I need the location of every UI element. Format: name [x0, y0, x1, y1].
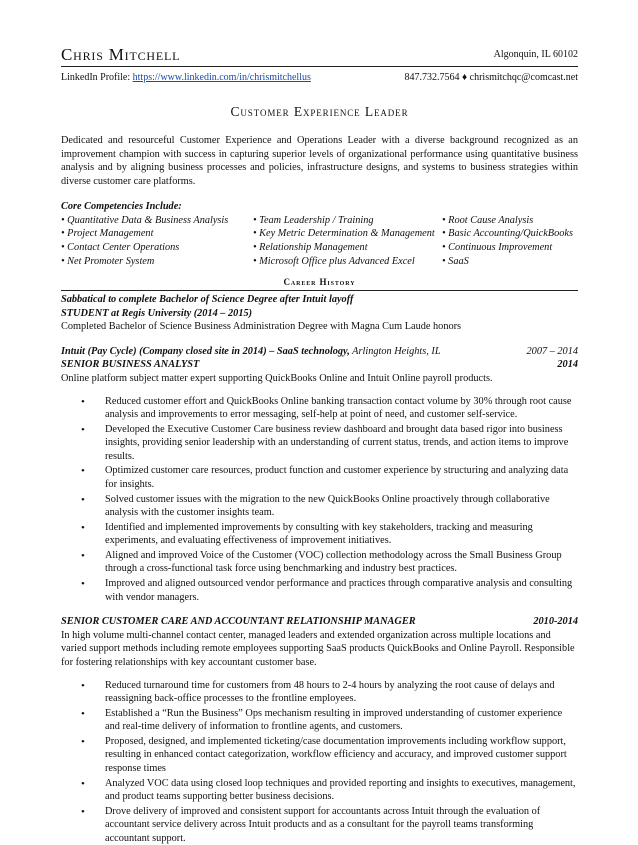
- contact-row: [61, 71, 578, 84]
- candidate-name: Chris Mitchell: [61, 45, 181, 64]
- manager-role-row: [61, 615, 578, 629]
- career-history-title: Career History: [283, 277, 356, 288]
- manager-description: In high volume multi-channel contact center, managed leaders and extended organization across multiple locations and varied support methods including remote employees supporting SaaS products QuickBooks and Online Payroll. Responsible for fostering relationships with key accountant customer base.: [61, 629, 575, 668]
- professional-summary: Dedicated and resourceful Customer Experience and Operations Leader with a diverse background recognized as an improvement champion with success in capturing superior levels of organizational performance using quantitative business analysis and by aligning business processes and policies, infrastructure designs, and systems to business strategies within diverse customer care platforms.: [61, 135, 578, 187]
- competency-item: • Relationship Management: [253, 242, 368, 254]
- candidate-location: Algonquin, IL 60102: [493, 48, 578, 60]
- competency-item: • Project Management: [61, 228, 154, 240]
- linkedin-line: [61, 71, 311, 84]
- manager-dates: 2010-2014: [533, 616, 578, 628]
- list-item: • Optimized customer care resources, product function and customer experience by structuring and analyzing data for insights.: [105, 464, 578, 491]
- intuit-role: SENIOR BUSINESS ANALYST: [61, 359, 200, 371]
- competencies-grid: [61, 214, 578, 268]
- list-item: • Established a “Run the Business” Ops mechanism resulting in improved understanding of customer experience and real-time delivery of information to frontline agents, and customers.: [105, 707, 578, 734]
- list-item: • Proposed, designed, and implemented ticketing/case documentation improvements including workflow support, resulting in enhanced contact categorization, workflow efficiency and accuracy, and improved customer support response times: [105, 735, 578, 776]
- competency-item: • Continuous Improvement: [442, 242, 553, 254]
- competencies-heading: Core Competencies Include:: [61, 201, 182, 213]
- list-item: • Developed the Executive Customer Care business review dashboard and brought data based rigor into business insights, providing senior leadership with an understanding of current status, trends, and action items to improve results.: [105, 423, 578, 464]
- intuit-dates: 2007 – 2014: [526, 345, 578, 357]
- list-item: • Reduced turnaround time for customers from 48 hours to 2-4 hours by analyzing the root cause of delays and reassigning back-office processes to the frontline employees.: [105, 679, 578, 706]
- intuit-achievements-list: [61, 395, 578, 605]
- degree-line: Completed Bachelor of Science Business Administration Degree with Magna Cum Laude honors: [61, 321, 462, 333]
- list-item: • Aligned and improved Voice of the Customer (VOC) collection methodology across the Small Business Group through a cross-functional task force using benchmarking and industry best practices.: [105, 549, 578, 576]
- list-item: • Improved and aligned outsourced vendor performance and practices through comparative analysis and consulting with vendor managers.: [105, 577, 578, 604]
- competencies-column-2: [253, 214, 442, 268]
- manager-role: SENIOR CUSTOMER CARE AND ACCOUNTANT RELATIONSHIP MANAGER: [61, 616, 416, 628]
- linkedin-label: LinkedIn Profile:: [61, 72, 133, 83]
- sabbatical-block: [61, 293, 578, 334]
- manager-achievements-list: [61, 679, 578, 845]
- student-line: STUDENT at Regis University (2014 – 2015): [61, 307, 253, 319]
- intuit-description: Online platform subject matter expert supporting QuickBooks Online and Intuit Online payroll products.: [61, 372, 493, 384]
- manager-job-block: [61, 615, 578, 845]
- list-item: • Solved customer issues with the migration to the new QuickBooks Online proactively through collaborative analysis with the customer insights team.: [105, 493, 578, 520]
- header-divider: [61, 66, 578, 67]
- intuit-location: Arlington Heights, IL: [349, 345, 441, 357]
- linkedin-link[interactable]: https://www.linkedin.com/in/chrismitchellus: [132, 72, 311, 83]
- phone-email: 847.732.7564 ♦ chrismitchqc@comcast.net: [404, 72, 578, 83]
- competencies-column-3: [442, 214, 578, 268]
- competency-item: • Key Metric Determination & Management: [253, 228, 435, 240]
- competency-item: • Contact Center Operations: [61, 242, 180, 254]
- intuit-job-block: [61, 345, 578, 604]
- competency-item: • Net Promoter System: [61, 255, 155, 267]
- resume-headline: Customer Experience Leader: [230, 104, 409, 120]
- sabbatical-title: Sabbatical to complete Bachelor of Science Degree after Intuit layoff: [61, 294, 354, 306]
- competencies-column-1: [61, 214, 253, 268]
- competency-item: • Quantitative Data & Business Analysis: [61, 214, 229, 226]
- competency-item: • Root Cause Analysis: [442, 214, 534, 226]
- intuit-role-row: [61, 358, 578, 372]
- competency-item: • Microsoft Office plus Advanced Excel: [253, 255, 415, 267]
- header-top-row: [61, 46, 578, 63]
- intuit-company: Intuit (Pay Cycle) (Company closed site in 2014) – SaaS technology,: [61, 345, 350, 357]
- competency-item: • Team Leadership / Training: [253, 214, 374, 226]
- intuit-company-row: [61, 345, 578, 359]
- competency-item: • Basic Accounting/QuickBooks: [442, 228, 573, 240]
- list-item: • Analyzed VOC data using closed loop techniques and provided reporting and insights to executives, management, and product teams supporting better business decisions.: [105, 777, 578, 804]
- intuit-company-line: [61, 345, 441, 359]
- intuit-role-year: 2014: [557, 359, 578, 371]
- competency-item: • SaaS: [442, 255, 469, 267]
- career-history-divider: [61, 290, 578, 291]
- list-item: • Reduced customer effort and QuickBooks Online banking transaction contact volume by 30% through root cause analysis and improvements to error messaging, self-help at point of need, and customer self-service.: [105, 395, 578, 422]
- list-item: • Identified and implemented improvements by consulting with key stakeholders, tracking and measuring experiments, and evaluating effectiveness of improvement initiatives.: [105, 521, 578, 548]
- list-item: • Drove delivery of improved and consistent support for accountants across Intuit through the evaluation of accountant service delivery across Intuit products and as a consultant for the payroll teams transforming accountant support.: [105, 805, 578, 845]
